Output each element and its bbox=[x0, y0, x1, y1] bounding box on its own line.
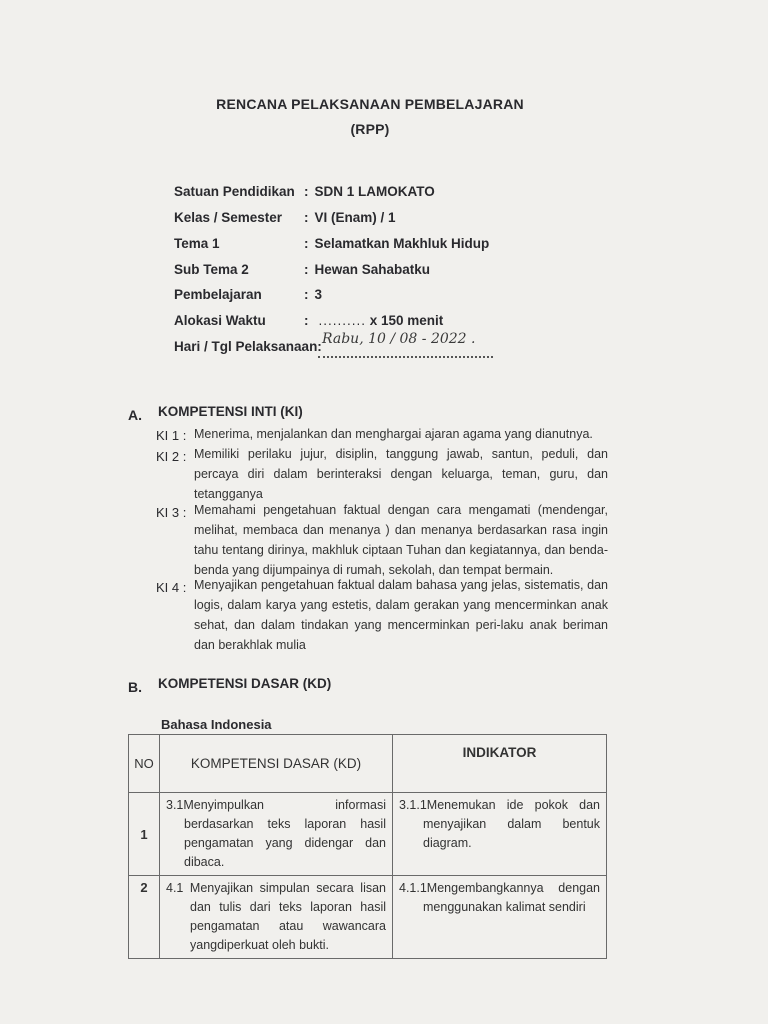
identity-label: Alokasi Waktu bbox=[174, 313, 266, 328]
ki1-label: KI 1 : bbox=[156, 428, 187, 443]
identity-value: : Selamatkan Makhluk Hidup bbox=[304, 236, 490, 251]
section-b-letter: B. bbox=[128, 679, 142, 695]
header-indikator: INDIKATOR bbox=[393, 735, 607, 793]
identity-value: : SDN 1 LAMOKATO bbox=[304, 184, 435, 199]
identity-label: Sub Tema 2 bbox=[174, 262, 249, 277]
identity-value: : Hewan Sahabatku bbox=[304, 262, 431, 277]
section-a-letter: A. bbox=[128, 407, 142, 423]
row-number: 1 bbox=[129, 793, 160, 876]
identity-label: Hari / Tgl Pelaksanaan: bbox=[174, 339, 322, 354]
identity-value: : .......... x 150 menit bbox=[304, 313, 444, 328]
ki1-text: Menerima, menjalankan dan menghargai ajaran agama yang dianutnya. bbox=[194, 427, 593, 441]
ki4-text: Menyajikan pengetahuan faktual dalam bahasa yang jelas, sistematis, dan logis, dalam karya yang estetis, dalam gerakan yang mencerminkan anak sehat, dan dalam tindakan yang mencerminkan peri-laku anak beriman dan berakhlak mulia bbox=[194, 578, 608, 652]
identity-value: : 3 bbox=[304, 287, 323, 302]
handwritten-date: Rabu, 10 / 08 - 2022 . bbox=[322, 331, 476, 347]
table-header-row bbox=[129, 735, 607, 793]
indikator-cell: 4.1.1Mengembangkannya dengan menggunakan kalimat sendiri bbox=[393, 876, 607, 959]
ki2-label: KI 2 : bbox=[156, 449, 187, 464]
section-b-title: KOMPETENSI DASAR (KD) bbox=[158, 676, 332, 691]
kd-cell: 3.1Menyimpulkan informasi berdasarkan teks laporan hasil pengamatan yang didengar dan dibaca. bbox=[160, 793, 393, 876]
header-kd: KOMPETENSI DASAR (KD) bbox=[160, 735, 393, 793]
identity-label: Kelas / Semester bbox=[174, 210, 283, 225]
identity-label: Pembelajaran bbox=[174, 287, 262, 302]
identity-label: Satuan Pendidikan bbox=[174, 184, 295, 199]
kd-table bbox=[128, 734, 607, 959]
subject-title: Bahasa Indonesia bbox=[161, 717, 272, 732]
date-fill-line bbox=[318, 356, 493, 358]
indikator-cell: 3.1.1Menemukan ide pokok dan menyajikan dalam bentuk diagram. bbox=[393, 793, 607, 876]
table-row bbox=[129, 793, 607, 876]
ki3-text: Memahami pengetahuan faktual dengan cara mengamati (mendengar, melihat, membaca dan menanya ) dan menanya berdasarkan rasa ingin tahu tentang dirinya, makhluk ciptaan Tuhan dan kegiatannya, dan benda-benda yang dijumpainya di rumah, sekolah, dan tempat bermain. bbox=[194, 503, 608, 577]
identity-value: : VI (Enam) / 1 bbox=[304, 210, 396, 225]
document-title: RENCANA PELAKSANAAN PEMBELAJARAN bbox=[216, 96, 524, 112]
header-no: NO bbox=[129, 735, 160, 793]
document-subtitle: (RPP) bbox=[350, 121, 390, 137]
ki3-label: KI 3 : bbox=[156, 505, 187, 520]
section-a-title: KOMPETENSI INTI (KI) bbox=[158, 404, 303, 419]
row-number: 2 bbox=[129, 876, 160, 959]
table-row bbox=[129, 876, 607, 959]
ki4-label: KI 4 : bbox=[156, 580, 187, 595]
ki2-text: Memiliki perilaku jujur, disiplin, tanggung jawab, santun, peduli, dan percaya diri dalam berinteraksi dengan keluarga, teman, guru, dan tetangganya bbox=[194, 447, 608, 501]
kd-cell: 4.1 Menyajikan simpulan secara lisan dan tulis dari teks laporan hasil pengamatan atau wawancara yangdiperkuat oleh bukti. bbox=[160, 876, 393, 959]
identity-label: Tema 1 bbox=[174, 236, 220, 251]
